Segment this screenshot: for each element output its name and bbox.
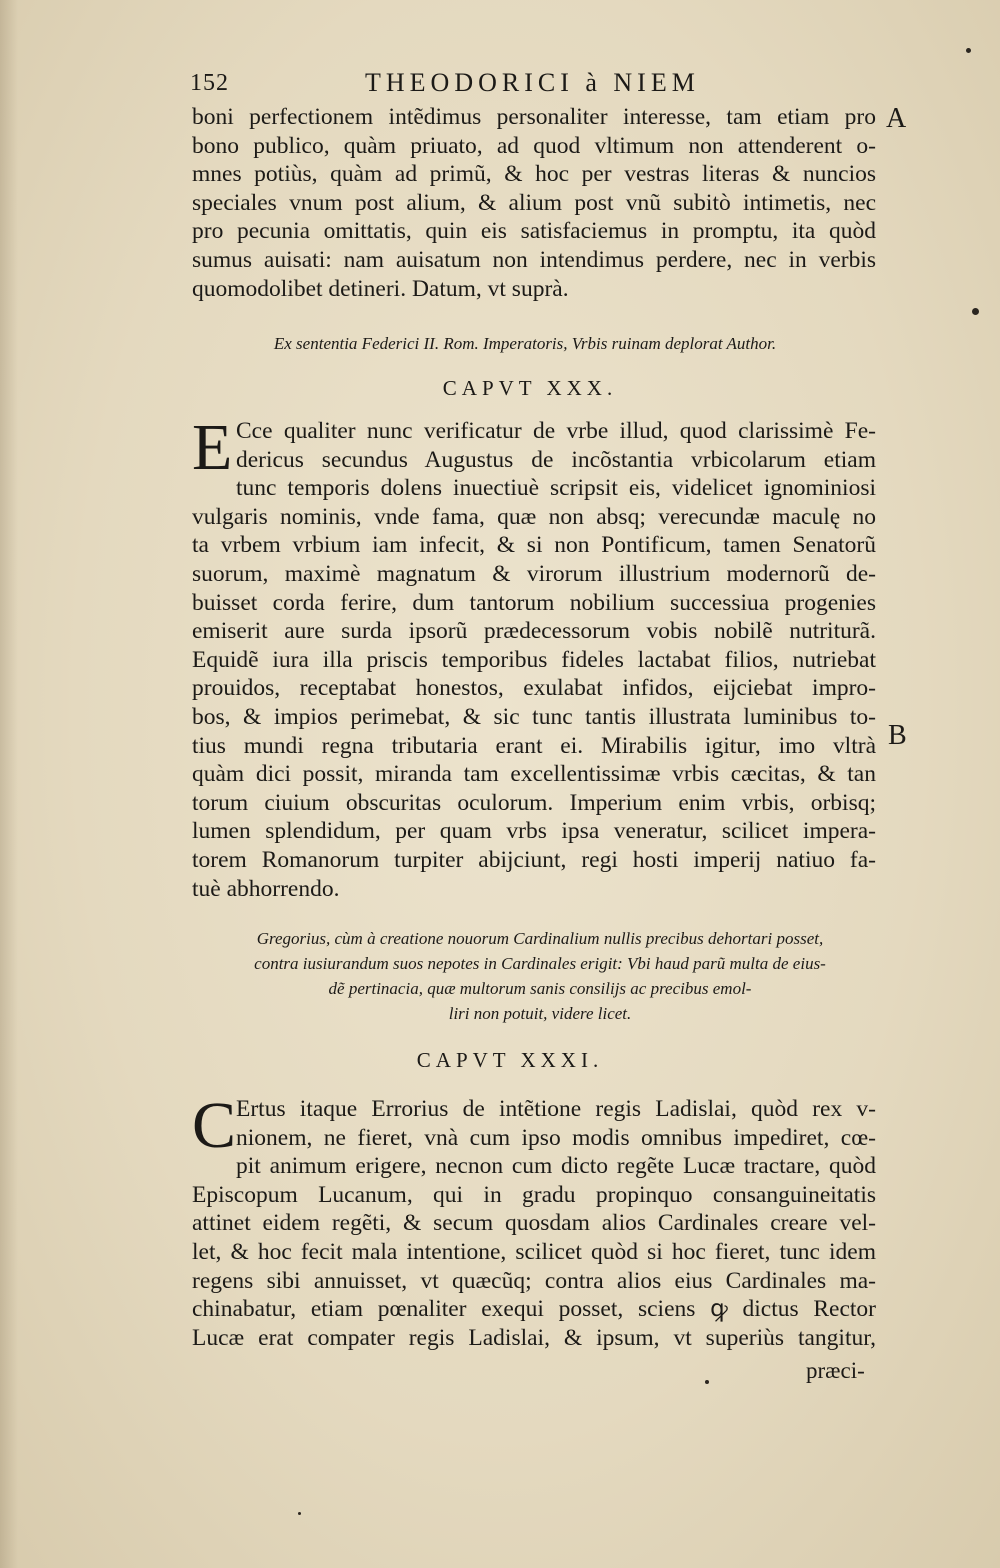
text-line: tuè abhorrendo.: [192, 875, 340, 902]
text-line: speciales vnum post alium, & alium post vnũ subitò intimetis, nec: [192, 189, 876, 216]
text-line: prouidos, receptabat honestos, exulabat infidos, eijciebat impro-: [192, 675, 876, 702]
margin-letter-b: B: [888, 720, 907, 751]
ink-speck: [705, 1380, 709, 1384]
text-line: pro pecunia omittatis, quin eis satisfaciemus in promptu, ita quòd: [192, 218, 876, 245]
summary-line: dẽ pertinacia, quæ multorum sanis consilijs ac precibus emol-: [328, 979, 752, 998]
ink-speck: [966, 48, 971, 53]
text-line: Equidẽ iura illa priscis temporibus fideles lactabat filios, nutriebat: [192, 646, 876, 673]
text-line: emiserit aure surda ipsorũ prædecessorum vobis nobilẽ nutriturã.: [192, 618, 876, 645]
running-title: THEODORICI à NIEM: [365, 68, 700, 97]
text-line: pit animum erigere, necnon cum dicto regẽte Lucæ tractare, quòd: [236, 1153, 876, 1180]
text-line: mnes potiùs, quàm ad primũ, & hoc per vestras literas & nuncios: [192, 161, 876, 188]
text-line: Episcopum Lucanum, qui in gradu propinquo consanguineitatis: [192, 1181, 876, 1208]
text-line: quàm dici possit, miranda tam excellentissimæ vrbis cæcitas, & tan: [192, 761, 876, 788]
chapter-summary-30: Ex sententia Federici II. Rom. Imperatoris, Vrbis ruinam deplorat Author.: [273, 334, 777, 353]
text-line: Cce qualiter nunc verificatur de vrbe illud, quod clarissimè Fe-: [236, 418, 876, 444]
text-line: lumen splendidum, per quam vrbs ipsa veneratur, scilicet impera-: [192, 818, 876, 845]
opening-paragraph: [192, 103, 876, 303]
catchword: præci-: [806, 1358, 865, 1383]
drop-cap-initial: E: [192, 411, 233, 484]
running-head: [190, 68, 880, 102]
summary-line: liri non potuit, videre licet.: [448, 1004, 632, 1023]
text-line: suorum, maximè magnatum & virorum illustrium modernorũ de-: [192, 560, 876, 587]
text-line: torum ciuium obscuritas oculorum. Imperium enim vrbis, orbisq;: [192, 789, 876, 816]
text-line: bono publico, quàm priuato, ad quod vltimum non attenderent o-: [192, 132, 876, 159]
chapter-30-text: [192, 411, 876, 903]
text-line: Ertus itaque Errorius de intẽtione regis Ladislai, quòd rex v-: [236, 1096, 876, 1122]
text-line: vulgaris nominis, vnde fama, quæ non absq; verecundæ maculę no: [192, 503, 876, 530]
text-line: dericus secundus Augustus de incõstantia vrbicolarum etiam: [236, 446, 876, 473]
text-line: Lucæ erat compater regis Ladislai, & ipsum, vt superiùs tangitur,: [192, 1324, 876, 1351]
text-line: regens sibi annuisset, vt quæcũq; contra alios eius Cardinales ma-: [192, 1267, 876, 1294]
drop-cap-initial: C: [192, 1089, 237, 1162]
margin-letter-a: A: [886, 103, 907, 134]
chapter-heading-30: CAPVT XXX.: [442, 376, 618, 400]
text-line: tius mundi regna tributaria erant ei. Mirabilis igitur, imo vltrà: [192, 732, 876, 759]
page-gutter-shadow: [0, 0, 18, 1568]
summary-line: Gregorius, cùm à creatione nouorum Cardinalium nullis precibus dehortari posset,: [256, 929, 824, 948]
text-line: tunc temporis dolens inuectiuè scripsit eis, videlicet ignominiosi: [236, 475, 876, 502]
text-line: torem Romanorum turpiter abijciunt, regi hosti imperij natiuo fa-: [192, 846, 876, 873]
text-line: let, & hoc fecit mala intentione, scilicet quòd si hoc fieret, tunc idem: [192, 1238, 876, 1265]
chapter-heading-31: CAPVT XXXI.: [416, 1048, 604, 1072]
chapter-summary-31: [220, 926, 860, 1026]
ink-speck: [298, 1512, 301, 1515]
text-line: nionem, ne fieret, vnà cum ipso modis omnibus impediret, cœ-: [236, 1124, 876, 1151]
text-line: chinabatur, etiam pœnaliter exequi posset, sciens ꝙ dictus Rector: [192, 1296, 876, 1323]
text-line: buisset corda ferire, dum tantorum nobilium successiua progenies: [192, 589, 876, 616]
ink-speck: [972, 308, 979, 315]
text-line: sumus auisati: nam auisatum non intendimus perdere, nec in verbis: [192, 246, 876, 273]
text-line: boni perfectionem intẽdimus personaliter interesse, tam etiam pro: [192, 104, 876, 130]
text-line: quomodolibet detineri. Datum, vt suprà.: [192, 275, 569, 302]
text-line: ta vrbem vrbium iam infecit, & si non Pontificum, tamen Senatorũ: [192, 532, 876, 559]
text-line: bos, & impios perimebat, & sic tunc tantis illustrata luminibus to-: [192, 703, 876, 730]
text-line: attinet eidem regẽti, & secum quosdam alios Cardinales creare vel-: [192, 1210, 876, 1237]
page-number: 152: [190, 70, 229, 96]
summary-line: contra iusiurandum suos nepotes in Cardinales erigit: Vbi haud parũ multa de eius-: [254, 954, 826, 973]
chapter-31-text: [192, 1089, 876, 1352]
